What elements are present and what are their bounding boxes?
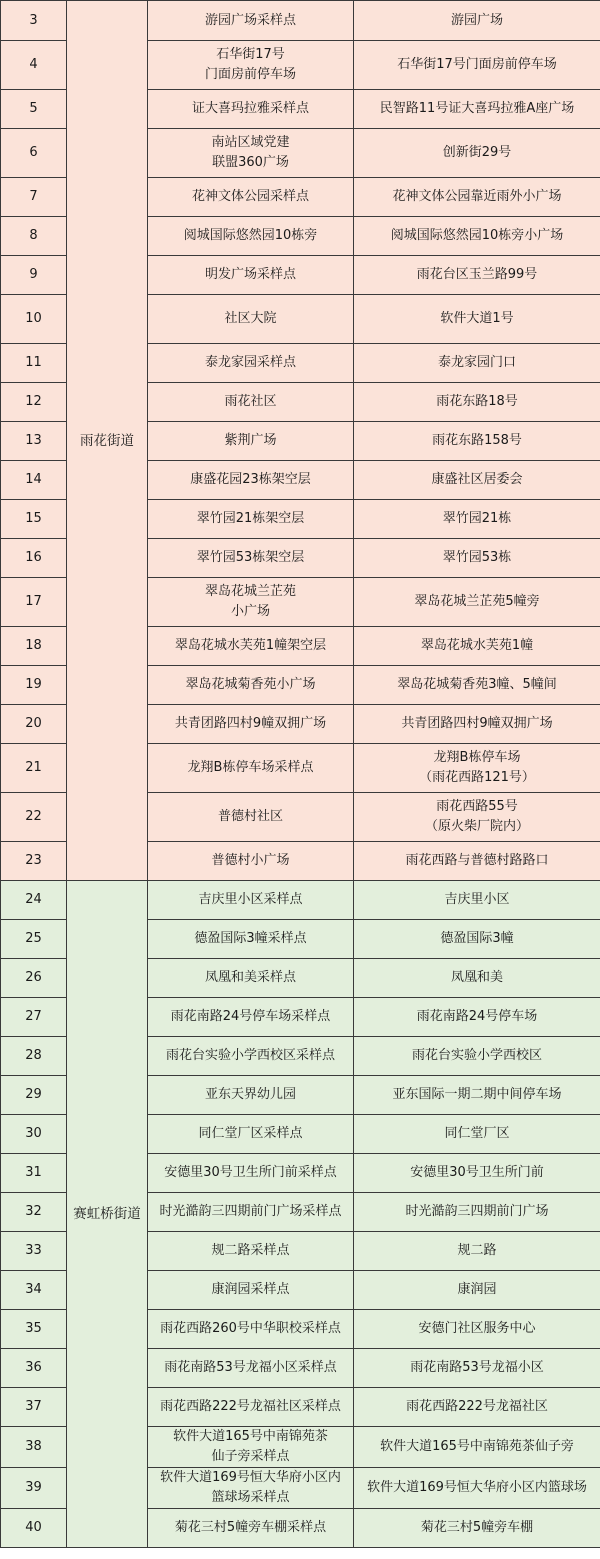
row-number: 4 <box>1 41 67 90</box>
row-number: 7 <box>1 178 67 217</box>
site-address: 创新街29号 <box>354 129 600 178</box>
row-number: 36 <box>1 1349 67 1388</box>
table-row <box>1 881 600 920</box>
street-name: 雨花街道 <box>67 1 148 881</box>
site-name: 软件大道169号恒大华府小区内 篮球场采样点 <box>148 1468 354 1509</box>
site-address: 泰龙家园门口 <box>354 344 600 383</box>
row-number: 15 <box>1 500 67 539</box>
site-address: 雨花台区玉兰路99号 <box>354 256 600 295</box>
table-body <box>1 1 600 1548</box>
site-name: 安德里30号卫生所门前采样点 <box>148 1154 354 1193</box>
site-name: 时光澔韵三四期前门广场采样点 <box>148 1193 354 1232</box>
row-number: 24 <box>1 881 67 920</box>
site-name: 紫荆广场 <box>148 422 354 461</box>
site-name: 南站区域党建 联盟360广场 <box>148 129 354 178</box>
row-number: 6 <box>1 129 67 178</box>
site-name: 亚东天界幼儿园 <box>148 1076 354 1115</box>
site-address: 规二路 <box>354 1232 600 1271</box>
site-address: 雨花台实验小学西校区 <box>354 1037 600 1076</box>
row-number: 16 <box>1 539 67 578</box>
row-number: 22 <box>1 793 67 842</box>
row-number: 35 <box>1 1310 67 1349</box>
site-address: 康盛社区居委会 <box>354 461 600 500</box>
site-name: 吉庆里小区采样点 <box>148 881 354 920</box>
row-number: 11 <box>1 344 67 383</box>
row-number: 21 <box>1 744 67 793</box>
site-address: 翠竹园53栋 <box>354 539 600 578</box>
site-address: 翠岛花城水芙苑1幢 <box>354 627 600 666</box>
row-number: 5 <box>1 90 67 129</box>
site-address: 雨花西路222号龙福社区 <box>354 1388 600 1427</box>
site-address: 软件大道1号 <box>354 295 600 344</box>
site-address: 翠竹园21栋 <box>354 500 600 539</box>
site-address: 共青团路四村9幢双拥广场 <box>354 705 600 744</box>
site-name: 康盛花园23栋架空层 <box>148 461 354 500</box>
site-address: 软件大道165号中南锦苑茶仙子旁 <box>354 1427 600 1468</box>
site-name: 翠竹园21栋架空层 <box>148 500 354 539</box>
site-address: 同仁堂厂区 <box>354 1115 600 1154</box>
row-number: 23 <box>1 842 67 881</box>
site-name: 雨花南路24号停车场采样点 <box>148 998 354 1037</box>
site-address: 时光澔韵三四期前门广场 <box>354 1193 600 1232</box>
site-name: 软件大道165号中南锦苑茶 仙子旁采样点 <box>148 1427 354 1468</box>
row-number: 13 <box>1 422 67 461</box>
site-address: 石华街17号门面房前停车场 <box>354 41 600 90</box>
row-number: 20 <box>1 705 67 744</box>
site-name: 雨花西路260号中华职校采样点 <box>148 1310 354 1349</box>
row-number: 33 <box>1 1232 67 1271</box>
site-name: 社区大院 <box>148 295 354 344</box>
site-address: 雨花东路18号 <box>354 383 600 422</box>
site-address: 凤凰和美 <box>354 959 600 998</box>
site-name: 泰龙家园采样点 <box>148 344 354 383</box>
row-number: 17 <box>1 578 67 627</box>
site-name: 规二路采样点 <box>148 1232 354 1271</box>
site-address: 翠岛花城兰芷苑5幢旁 <box>354 578 600 627</box>
site-address: 翠岛花城菊香苑3幢、5幢间 <box>354 666 600 705</box>
row-number: 39 <box>1 1468 67 1509</box>
site-name: 证大喜玛拉雅采样点 <box>148 90 354 129</box>
site-name: 翠岛花城水芙苑1幢架空层 <box>148 627 354 666</box>
site-address: 阅城国际悠然园10栋旁小广场 <box>354 217 600 256</box>
site-name: 翠岛花城兰芷苑 小广场 <box>148 578 354 627</box>
site-address: 安德里30号卫生所门前 <box>354 1154 600 1193</box>
site-name: 菊花三村5幢旁车棚采样点 <box>148 1509 354 1548</box>
site-address: 雨花东路158号 <box>354 422 600 461</box>
row-number: 27 <box>1 998 67 1037</box>
site-name: 石华街17号 门面房前停车场 <box>148 41 354 90</box>
row-number: 30 <box>1 1115 67 1154</box>
site-address: 康润园 <box>354 1271 600 1310</box>
row-number: 9 <box>1 256 67 295</box>
row-number: 3 <box>1 1 67 41</box>
site-name: 龙翔B栋停车场采样点 <box>148 744 354 793</box>
site-name: 翠竹园53栋架空层 <box>148 539 354 578</box>
site-name: 雨花西路222号龙福社区采样点 <box>148 1388 354 1427</box>
site-name: 花神文体公园采样点 <box>148 178 354 217</box>
site-name: 雨花南路53号龙福小区采样点 <box>148 1349 354 1388</box>
row-number: 12 <box>1 383 67 422</box>
site-name: 雨花社区 <box>148 383 354 422</box>
site-name: 阅城国际悠然园10栋旁 <box>148 217 354 256</box>
site-name: 康润园采样点 <box>148 1271 354 1310</box>
row-number: 25 <box>1 920 67 959</box>
row-number: 29 <box>1 1076 67 1115</box>
site-address: 雨花西路55号 （原火柴厂院内） <box>354 793 600 842</box>
row-number: 37 <box>1 1388 67 1427</box>
site-address: 德盈国际3幢 <box>354 920 600 959</box>
site-name: 明发广场采样点 <box>148 256 354 295</box>
row-number: 18 <box>1 627 67 666</box>
row-number: 31 <box>1 1154 67 1193</box>
site-name: 同仁堂厂区采样点 <box>148 1115 354 1154</box>
site-address: 游园广场 <box>354 1 600 41</box>
site-name: 德盈国际3幢采样点 <box>148 920 354 959</box>
row-number: 40 <box>1 1509 67 1548</box>
site-address: 亚东国际一期二期中间停车场 <box>354 1076 600 1115</box>
site-address: 雨花西路与普德村路路口 <box>354 842 600 881</box>
row-number: 32 <box>1 1193 67 1232</box>
site-address: 雨花南路53号龙福小区 <box>354 1349 600 1388</box>
site-address: 花神文体公园靠近雨外小广场 <box>354 178 600 217</box>
row-number: 26 <box>1 959 67 998</box>
site-address: 民智路11号证大喜玛拉雅A座广场 <box>354 90 600 129</box>
site-address: 吉庆里小区 <box>354 881 600 920</box>
site-address: 软件大道169号恒大华府小区内篮球场 <box>354 1468 600 1509</box>
site-name: 共青团路四村9幢双拥广场 <box>148 705 354 744</box>
row-number: 14 <box>1 461 67 500</box>
street-name: 赛虹桥街道 <box>67 881 148 1548</box>
site-name: 雨花台实验小学西校区采样点 <box>148 1037 354 1076</box>
site-name: 翠岛花城菊香苑小广场 <box>148 666 354 705</box>
row-number: 8 <box>1 217 67 256</box>
site-name: 普德村社区 <box>148 793 354 842</box>
site-address: 菊花三村5幢旁车棚 <box>354 1509 600 1548</box>
site-address: 雨花南路24号停车场 <box>354 998 600 1037</box>
table-row <box>1 1 600 41</box>
row-number: 10 <box>1 295 67 344</box>
row-number: 34 <box>1 1271 67 1310</box>
site-address: 龙翔B栋停车场 （雨花西路121号） <box>354 744 600 793</box>
site-address: 安德门社区服务中心 <box>354 1310 600 1349</box>
row-number: 28 <box>1 1037 67 1076</box>
row-number: 38 <box>1 1427 67 1468</box>
row-number: 19 <box>1 666 67 705</box>
site-name: 凤凰和美采样点 <box>148 959 354 998</box>
site-name: 普德村小广场 <box>148 842 354 881</box>
site-name: 游园广场采样点 <box>148 1 354 41</box>
